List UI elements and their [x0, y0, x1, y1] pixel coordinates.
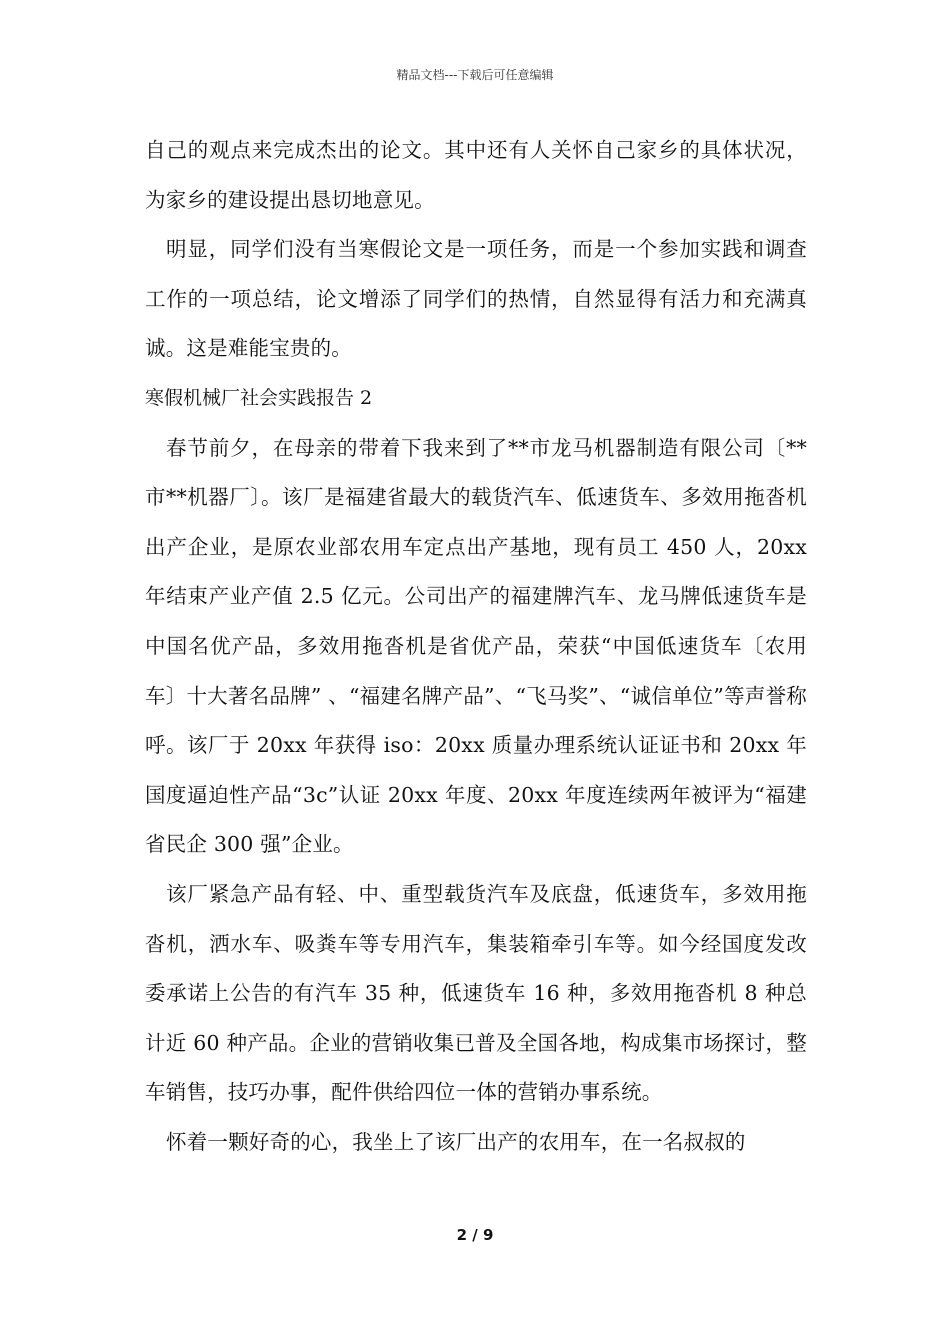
section-heading: 寒假机械厂社会实践报告 2: [145, 386, 373, 409]
page-number: 2 / 9: [456, 1226, 494, 1244]
paragraph: 该厂紧急产品有轻、中、重型载货汽车及底盘，低速货车，多效用拖沓机，洒水车、吸粪车等专用汽车，集装箱牵引车等。如今经国度发改委承诺上公告的有汽车 35 种，低速货车 16 种，多效用拖沓机 8 种总计近 60 种产品。企业的营销收集已普及全国各地，构成集市场探讨，整车销售，技巧办事，配件供给四位一体的营销办事系统。: [145, 881, 807, 1105]
paragraph: 明显，同学们没有当寒假论文是一项任务，而是一个参加实践和调查工作的一项总结，论文增添了同学们的热情，自然显得有活力和充满真诚。这是难能宝贵的。: [145, 237, 807, 361]
page-header: 精品文档---下载后可任意编辑: [396, 68, 554, 82]
paragraph: 春节前夕，在母亲的带着下我来到了**市龙马机器制造有限公司〔**市**机器厂〕。该厂是福建省最大的载货汽车、低速货车、多效用拖沓机出产企业，是原农业部农用车定点出产基地，现有员工 450 人，20xx 年结束产业产值 2.5 亿元。公司出产的福建牌汽车、龙马牌低速货车是中国名优产品，多效用拖沓机是省优产品，荣获“中国低速货车〔农用车〕十大著名品牌” 、“福建名牌产品”、“飞马奖”、“诚信单位”等声誉称呼。该厂于 20xx 年获得 iso：20xx 质量办理系统认证证书和 20xx 年国度逼迫性产品“3c”认证 20xx 年度、20xx 年度连续两年被评为“福建省民企 300 强”企业。: [145, 435, 807, 857]
paragraph: 自己的观点来完成杰出的论文。其中还有人关怀自己家乡的具体状况，为家乡的建设提出恳切地意见。: [145, 138, 807, 212]
paragraph: 怀着一颗好奇的心，我坐上了该厂出产的农用车，在一名叔叔的: [166, 1129, 746, 1154]
document-body: [145, 126, 807, 1167]
